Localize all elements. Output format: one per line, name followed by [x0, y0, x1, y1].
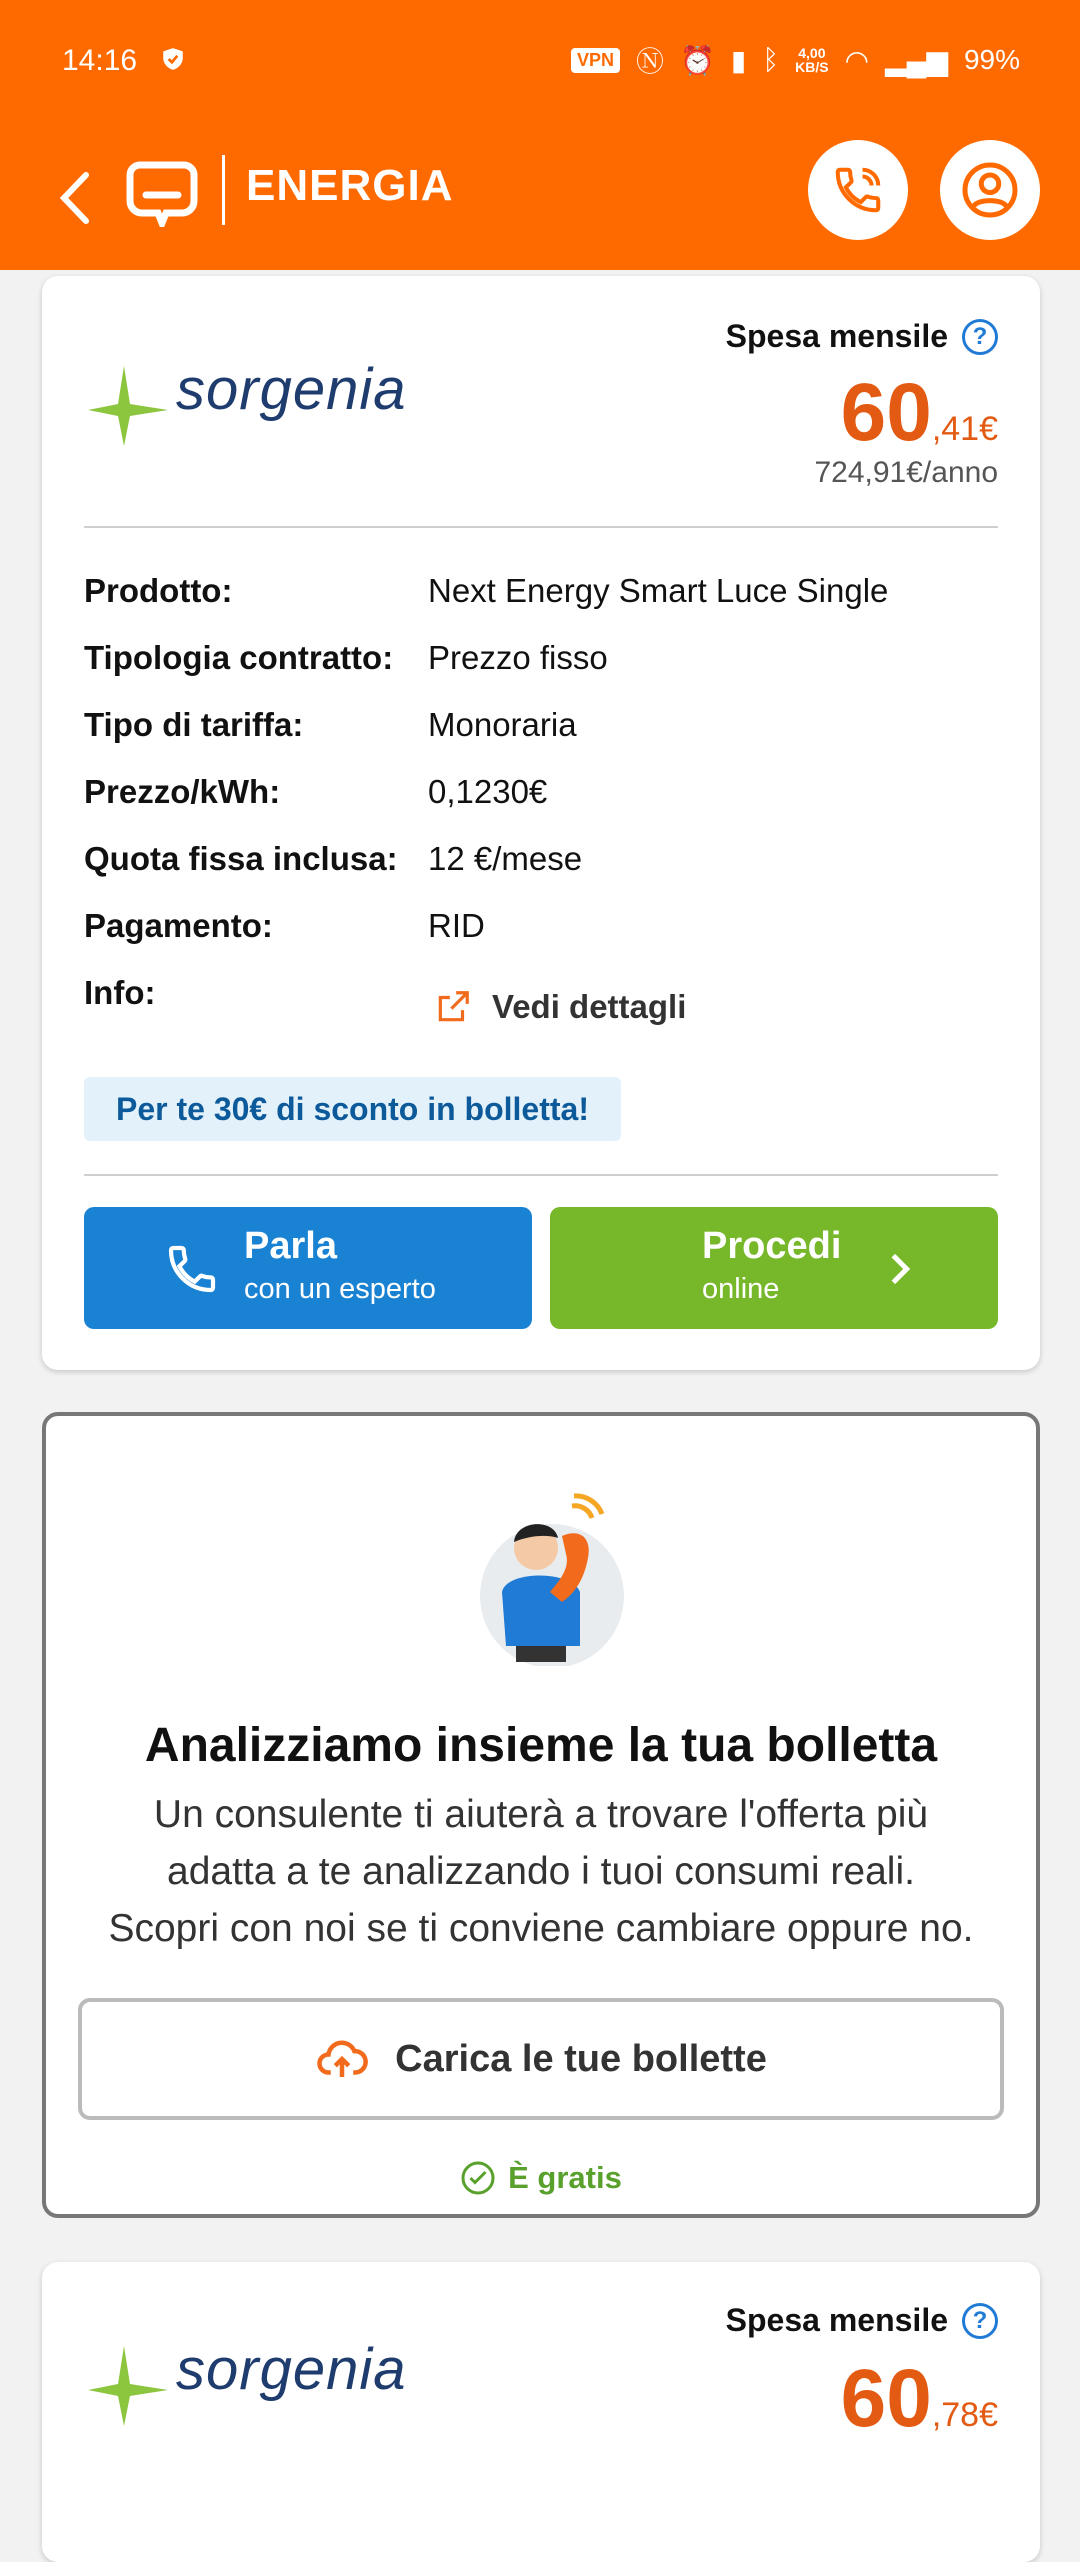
user-icon — [960, 160, 1020, 220]
alarm-icon: ⏰ — [680, 44, 715, 76]
app-logo-icon — [126, 157, 198, 227]
phone-icon — [164, 1241, 220, 1297]
help-icon[interactable]: ? — [962, 2303, 998, 2339]
provider-logo: sorgenia — [84, 346, 384, 446]
nfc-icon: Ⓝ — [636, 46, 665, 77]
monthly-cost-label: Spesa mensile ? — [726, 318, 998, 355]
detail-row: Tipologia contratto: Prezzo fisso — [84, 639, 608, 676]
offer-details — [84, 572, 1004, 1041]
analysis-title: Analizziamo insieme la tua bolletta — [144, 1719, 938, 1772]
proceed-online-button[interactable]: Procedi online — [550, 1207, 998, 1329]
shield-icon — [160, 46, 186, 72]
divider — [84, 1174, 998, 1176]
bill-analysis-card — [42, 1412, 1040, 2218]
offer-card — [42, 276, 1040, 1370]
signal-icon: ▂▄▆ — [885, 44, 948, 76]
phone-icon — [831, 163, 885, 217]
detail-row: Tipo di tariffa: Monoraria — [84, 706, 577, 743]
sorgenia-star-icon — [84, 2326, 174, 2426]
discount-badge: Per te 30€ di sconto in bolletta! — [84, 1077, 621, 1141]
detail-row: Prezzo/kWh: 0,1230€ — [84, 773, 548, 810]
upload-bills-button[interactable]: Carica le tue bollette — [78, 1998, 1004, 2120]
cloud-upload-icon — [315, 2032, 369, 2086]
header-divider — [222, 155, 225, 225]
status-icons — [571, 40, 1020, 80]
details-link[interactable]: Vedi dettagli — [434, 988, 686, 1026]
call-button[interactable] — [808, 140, 908, 240]
talk-to-expert-button[interactable]: Parla con un esperto — [84, 1207, 532, 1329]
detail-row-info: Info: Vedi dettagli — [84, 974, 687, 1025]
account-button[interactable] — [940, 140, 1040, 240]
vpn-badge: VPN — [571, 48, 620, 73]
detail-row: Quota fissa inclusa: 12 €/mese — [84, 840, 583, 877]
vibrate-icon: ▮ — [730, 44, 747, 76]
battery-level: 99% — [963, 44, 1020, 75]
status-time: 14:16 — [62, 44, 138, 77]
yearly-price: 724,91€/anno — [814, 456, 998, 489]
check-circle-icon — [460, 2160, 496, 2196]
sorgenia-star-icon — [84, 346, 174, 446]
chevron-right-icon — [880, 1249, 920, 1289]
provider-logo: sorgenia — [84, 2326, 384, 2426]
free-note: È gratis — [46, 2160, 1036, 2196]
consultant-illustration — [476, 1476, 636, 1666]
app-header — [0, 125, 1080, 270]
bluetooth-icon: ᛒ — [762, 44, 780, 75]
detail-row: Pagamento: RID — [84, 907, 485, 944]
status-bar — [0, 0, 1080, 125]
analysis-description: Un consulente ti aiuterà a trovare l'offerta più adatta a te analizzando i tuoi consumi reali. Scopri con noi se ti conviene cambiare oppure no. — [108, 1793, 974, 1950]
monthly-price: 60,78€ — [840, 2353, 998, 2444]
divider — [84, 526, 998, 528]
back-arrow-icon[interactable] — [50, 163, 100, 233]
external-link-icon — [434, 988, 472, 1026]
offer-card — [42, 2262, 1040, 2562]
help-icon[interactable]: ? — [962, 319, 998, 355]
page-title: ENERGIA — [246, 161, 454, 210]
detail-row: Prodotto: Next Energy Smart Luce Single — [84, 572, 889, 609]
net-speed: 4,00 KB/S — [795, 45, 829, 75]
wifi-icon: ◠ — [844, 44, 870, 76]
monthly-price: 60,41€ — [840, 367, 998, 458]
monthly-cost-label: Spesa mensile ? — [726, 2302, 998, 2339]
